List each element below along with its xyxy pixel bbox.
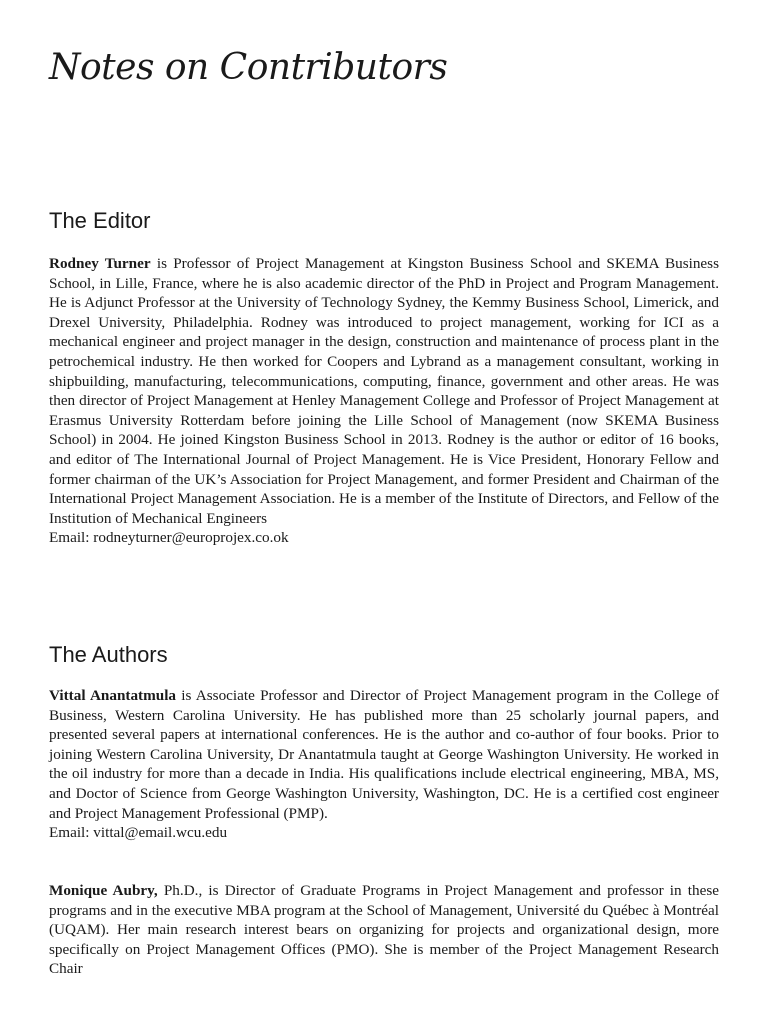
bio-text: is Associate Professor and Director of Project Management program in the College of Business, Western Carolina University. He has published more than 25 scholarly journal papers, and presented several papers at international conferences. He is the author and co-author of four books. Prior to joining Western Carolina University, Dr Anantatmula taught at George Washington University. He worked in the oil industry for more than a decade in India. His qualifications include electrical engineering, MBA, MS, and Doctor of Science from George Washington University, Washington, DC. He is a certified cost engineer and Project Management Professional (PMP). bbox=[49, 687, 719, 822]
contributor-email: Email: vittal@email.wcu.edu bbox=[49, 824, 228, 842]
bio-text: Ph.D., is Director of Graduate Programs in Project Management and professor in these programs and in the executive MBA program at the School of Management, Université du Québec à Montréal (UQAM). Her main research interest bears on organizing for projects and organizational design, more specifically on Project Management Offices (PMO). She is member of the Project Management Research Chair bbox=[49, 882, 719, 978]
author-bio-monique-aubry bbox=[49, 881, 719, 979]
contributor-email: Email: rodneyturner@europrojex.co.ok bbox=[49, 529, 289, 547]
contributor-name: Rodney Turner bbox=[49, 255, 151, 272]
editor-bio-rodney-turner bbox=[49, 254, 719, 548]
authors-section-heading: The Authors bbox=[49, 642, 168, 667]
chapter-title: Notes on Contributors bbox=[49, 47, 448, 88]
contributor-name: Monique Aubry, bbox=[49, 882, 158, 899]
editor-section-heading: The Editor bbox=[49, 208, 151, 233]
author-bio-vittal-anantatmula bbox=[49, 686, 719, 843]
contributor-name: Vittal Anantatmula bbox=[49, 687, 177, 704]
bio-text: is Professor of Project Management at Kingston Business School and SKEMA Business School, in Lille, France, where he is also academic director of the PhD in Project and Program Management. He is Adjunct Professor at the University of Technology Sydney, the Kemmy Business School, Limerick, and Drexel University, Philadelphia. Rodney was introduced to project management, working for ICI as a mechanical engineer and project manager in the design, construction and maintenance of process plant in the petrochemical industry. He then worked for Coopers and Lybrand as a management consultant, working in shipbuilding, manufacturing, telecommunications, computing, finance, government and other areas. He was then director of Project Management at Henley Management College and Professor of Project Management at Erasmus University Rotterdam before joining the Lille School of Management (now SKEMA Business School) in 2004. He joined Kingston Business School in 2013. Rodney is the author or editor of 16 books, and editor of The International Journal of Project Management. He is Vice President, Honorary Fellow and former chairman of the UK’s Association for Project Management, and former President and Chairman of the International Project Management Association. He is a member of the Institute of Directors, and Fellow of the Institution of Mechanical Engineers bbox=[49, 255, 719, 527]
